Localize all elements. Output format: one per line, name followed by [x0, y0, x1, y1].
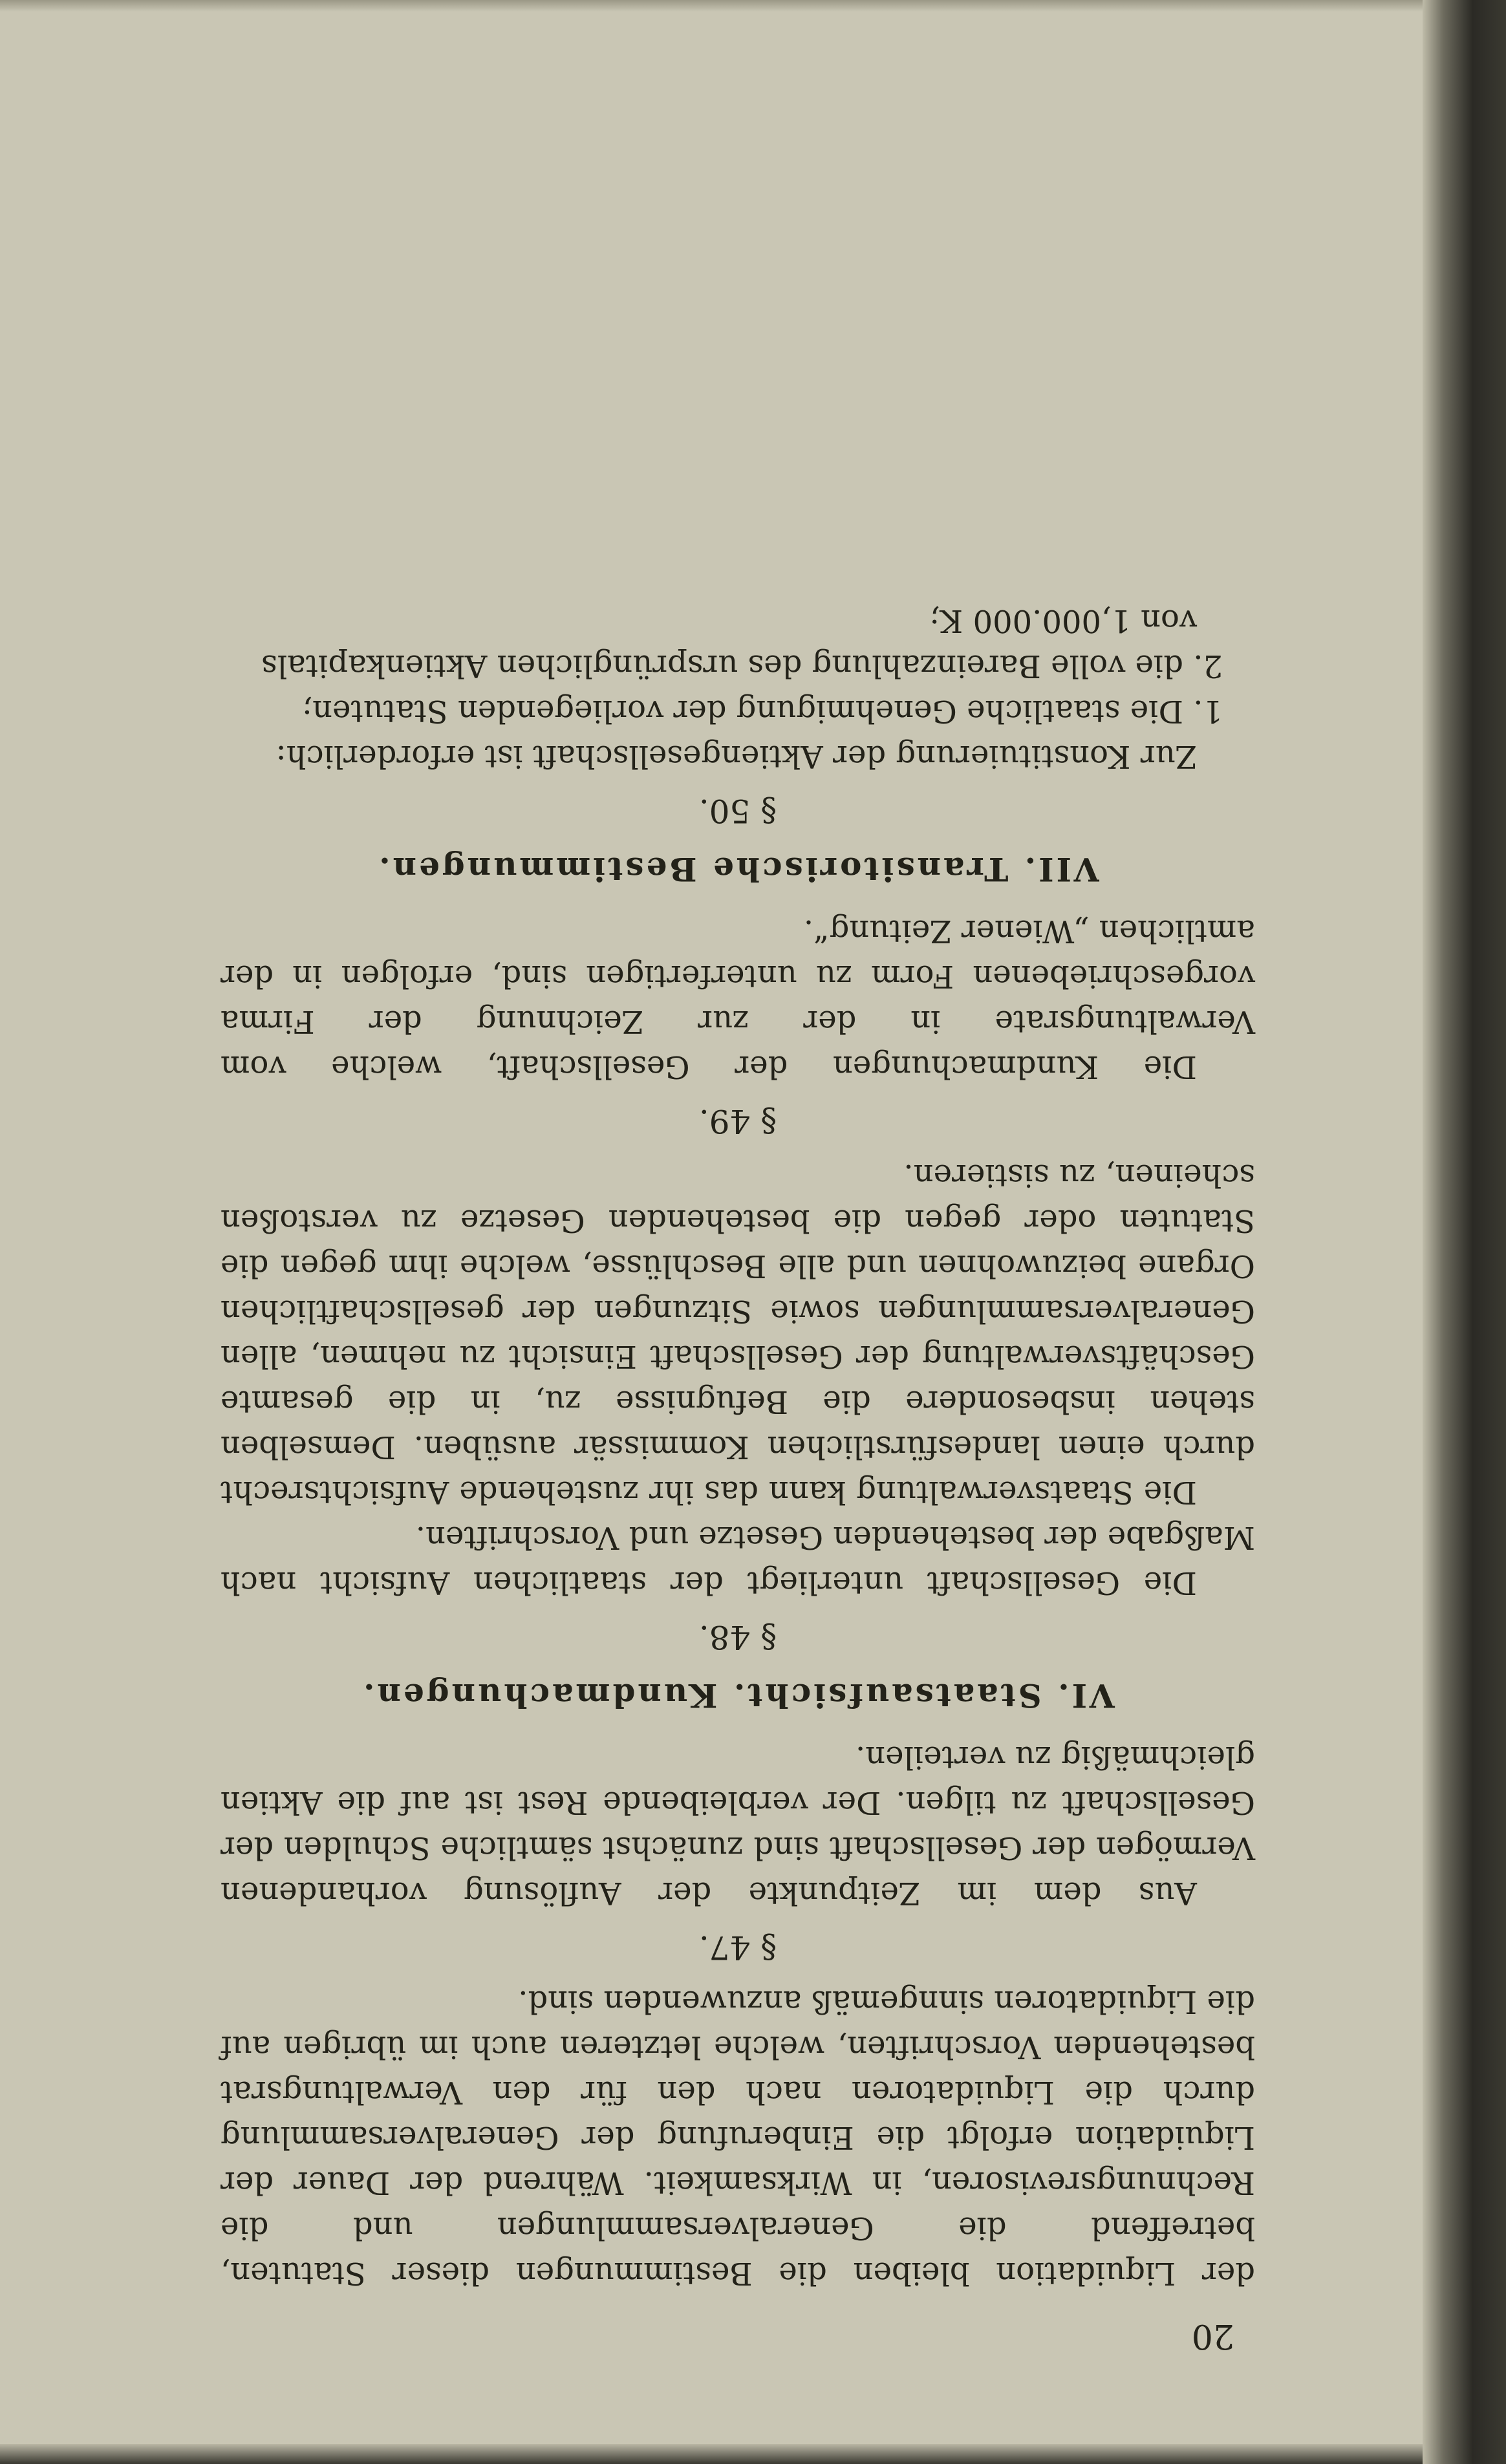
paragraph-asset-distribution: Aus dem im Zeitpunkte der Auflösung vorhandenen Vermögen der Gesellschaft sind zunächst sämtliche Schulden der Gesellschaft zu tilgen. Der verbleibende Rest ist auf die Aktien gleichmäßig zu verteilen.	[221, 1739, 1255, 1911]
page-number: 20	[1191, 2317, 1234, 2355]
text-column	[221, 598, 1255, 2296]
section-49-heading: § 49.	[698, 1102, 777, 1140]
list-item-1: 1. Die staatliche Genehmigung der vorliegenden Statuten;	[301, 693, 1223, 729]
chapter-heading-vi: VI. Staatsaufsicht. Kundmachungen.	[361, 1677, 1115, 1715]
chapter-heading-vii: VII. Transitorische Bestimmungen.	[376, 850, 1099, 888]
paragraph-state-supervision: Die Gesellschaft unterliegt der staatlichen Aufsicht nach Maßgabe der bestehenden Gesetze und Vorschriften.	[221, 1519, 1255, 1601]
section-48-heading: § 48.	[698, 1618, 777, 1656]
section-50-heading: § 50.	[698, 792, 777, 830]
paragraph-liquidation-continued: der Liquidation bleiben die Bestimmungen dieser Statuten, betreffend die Generalversammlungen und die Rechnungsrevisoren, in Wirksamkeit. Während der Dauer der Liquidation erfolgt die Einberufung der Generalversammlung durch die Liquidatoren nach den für den Verwaltungsrat bestehenden Vorschriften, welche letzteren auch im übrigen auf die Liquidatoren sinngemäß anzuwenden sind.	[221, 1984, 1255, 2291]
paragraph-constitution-requirements: Zur Konstituierung der Aktiengesellschaft ist erforderlich:	[275, 738, 1197, 775]
paragraph-announcements: Die Kundmachungen der Gesellschaft, welche vom Verwaltungsrate in der zur Zeichnung der Firma vorgeschriebenen Form zu unterfertigen sind, erfolgen in der amtlichen „Wiener Zeitung“.	[221, 913, 1255, 1085]
section-47-heading: § 47.	[698, 1929, 777, 1966]
paragraph-commissioner: Die Staatsverwaltung kann das ihr zustehende Aufsichtsrecht durch einen landesfürstlichen Kommissär ausüben. Demselben stehen insbesondere die Befugnisse zu, in die gesamte Geschäftsverwaltung der Gesellschaft Einsicht zu nehmen, allen Generalversammlungen sowie Sitzungen der gesellschaftlichen Organe beizuwohnen und alle Beschlüsse, welche ihm gegen die Statuten oder gegen die bestehenden Gesetze zu verstoßen scheinen, zu sistieren.	[221, 1157, 1255, 1510]
list-item-2: 2. die volle Bareinzahlung des ursprünglichen Aktienkapitals von 1,000.000 K;	[261, 603, 1223, 684]
